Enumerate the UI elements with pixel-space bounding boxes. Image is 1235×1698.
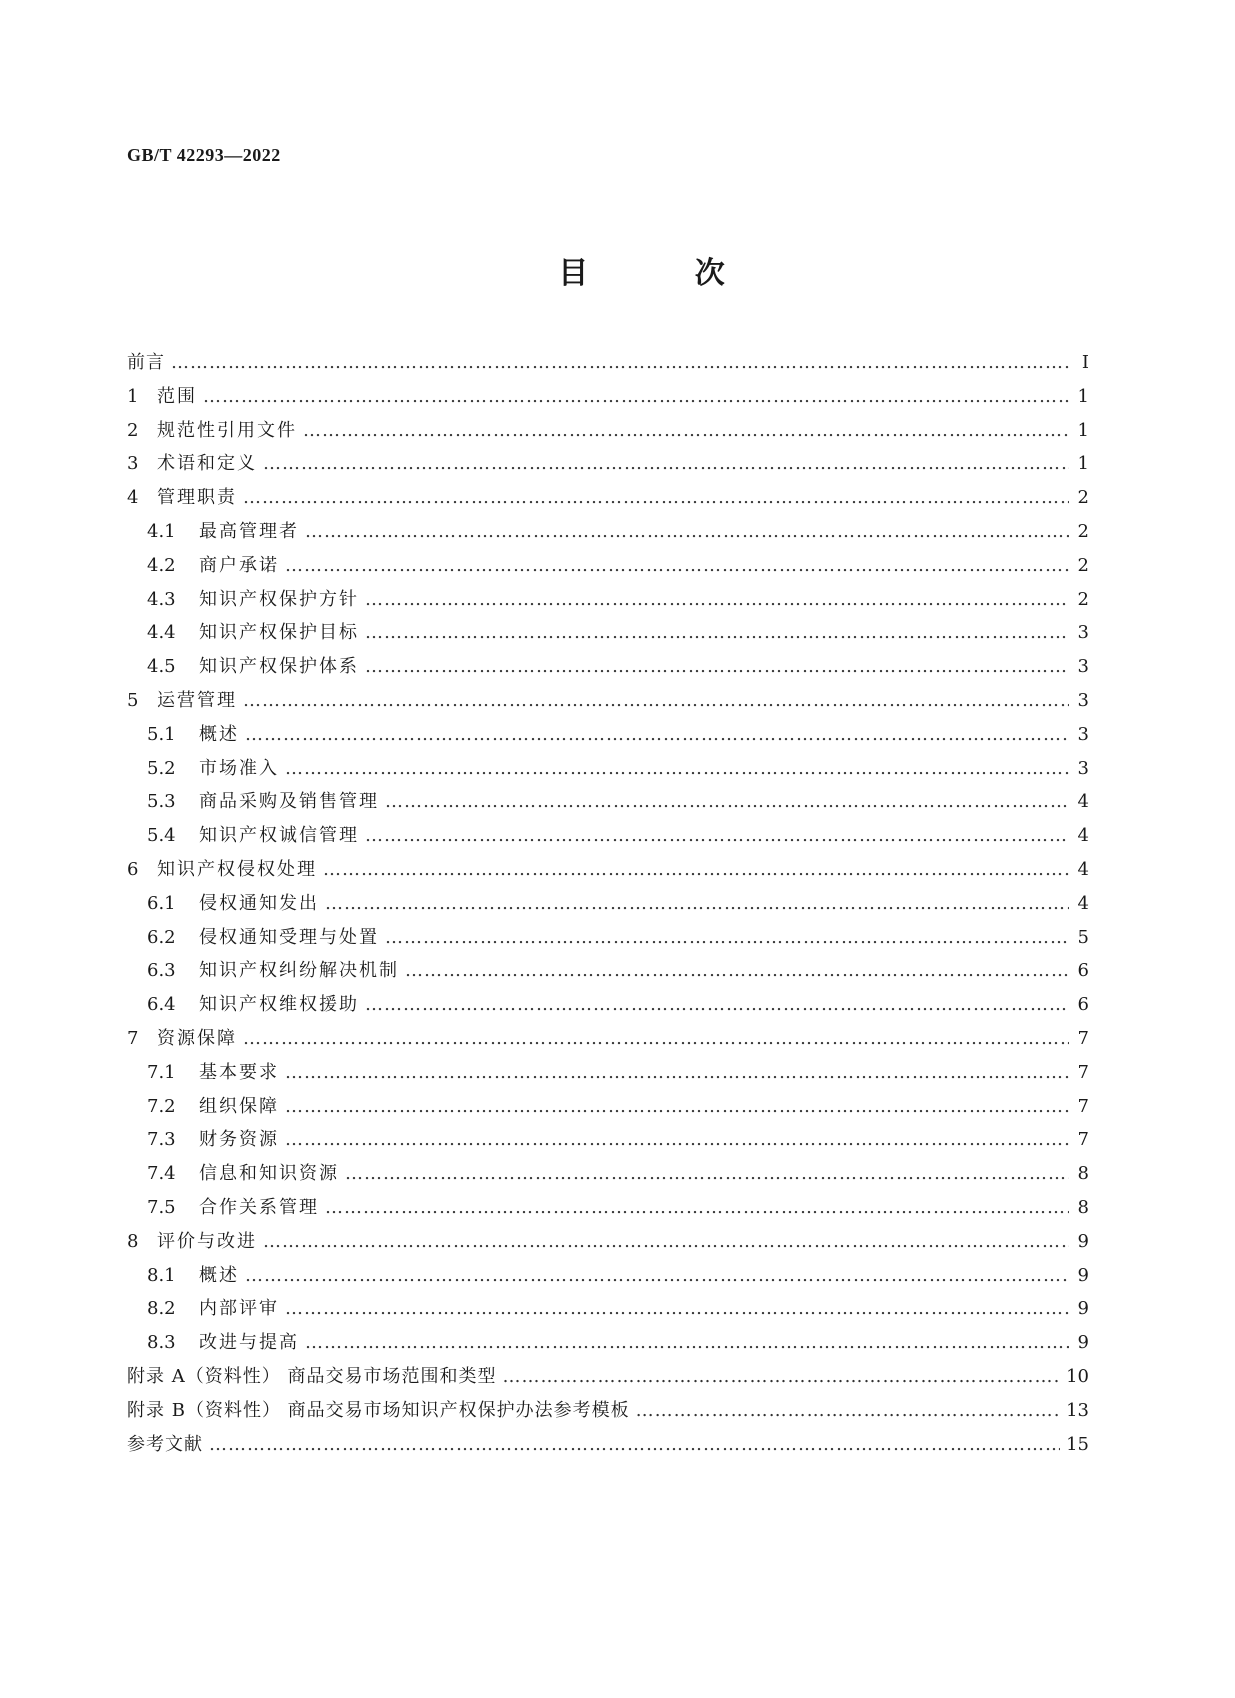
dot-leader [365, 589, 1069, 610]
toc-entry-page: 1 [1077, 385, 1089, 407]
toc-entry-number: 7.1 [147, 1061, 176, 1083]
toc-entry-page: 6 [1077, 960, 1089, 982]
table-of-contents [127, 348, 1089, 1463]
toc-entry-title [127, 720, 239, 746]
toc-entry-title [127, 1362, 496, 1388]
dot-leader [305, 1332, 1069, 1353]
toc-entry-label: 知识产权诚信管理 [199, 825, 359, 847]
toc-entry-number: 5.4 [147, 825, 176, 847]
toc-entry-title [127, 855, 317, 881]
toc-entry-number: 6.3 [147, 960, 176, 982]
toc-entry-page: 2 [1077, 588, 1089, 610]
toc-entry-page: 2 [1077, 487, 1089, 509]
dot-leader [285, 555, 1069, 576]
dot-leader [365, 656, 1069, 677]
toc-entry-label: 概述 [199, 723, 239, 745]
toc-entry[interactable] [127, 787, 1089, 821]
toc-entry-page: 1 [1077, 453, 1089, 475]
toc-entry-number: 7 [127, 1027, 139, 1049]
toc-entry-title [127, 923, 379, 949]
toc-entry-label: 基本要求 [199, 1061, 279, 1083]
toc-entry-page: 8 [1077, 1196, 1089, 1218]
dot-leader [285, 1096, 1069, 1117]
toc-entry-label: 知识产权保护目标 [199, 622, 359, 644]
toc-entry-label: 范围 [157, 385, 197, 407]
toc-entry[interactable] [127, 1261, 1089, 1295]
dot-leader [263, 453, 1069, 474]
toc-entry-title [127, 348, 165, 374]
toc-entry-title [127, 754, 279, 780]
toc-entry-label: 资源保障 [157, 1027, 237, 1049]
dot-leader [385, 927, 1069, 948]
toc-entry[interactable] [127, 652, 1089, 686]
toc-entry-label: 知识产权纠纷解决机制 [199, 960, 399, 982]
dot-leader [285, 1062, 1069, 1083]
dot-leader [209, 1434, 1060, 1455]
toc-entry-label: 市场准入 [199, 757, 279, 779]
toc-entry-label: 知识产权保护方针 [199, 588, 359, 610]
toc-entry-number: 2 [127, 419, 139, 441]
toc-entry[interactable] [127, 1396, 1089, 1430]
toc-entry[interactable] [127, 618, 1089, 652]
toc-entry[interactable] [127, 585, 1089, 619]
toc-entry-page: 2 [1077, 554, 1089, 576]
toc-entry-label: 改进与提高 [199, 1332, 299, 1354]
dot-leader [502, 1366, 1060, 1387]
toc-entry-label: 商品采购及销售管理 [199, 791, 379, 813]
toc-entry-number: 5.1 [147, 723, 176, 745]
toc-entry-page: 7 [1077, 1095, 1089, 1117]
toc-entry-title [127, 1430, 203, 1456]
toc-entry[interactable] [127, 1227, 1089, 1261]
dot-leader [636, 1400, 1060, 1421]
toc-entry[interactable] [127, 1328, 1089, 1362]
toc-entry-title [127, 1193, 319, 1219]
toc-entry[interactable] [127, 990, 1089, 1024]
toc-entry-title [127, 990, 359, 1016]
toc-entry-number: 6.2 [147, 926, 176, 948]
toc-entry-number: 5 [127, 689, 139, 711]
toc-entry[interactable] [127, 889, 1089, 923]
toc-entry-label: 侵权通知发出 [199, 892, 319, 914]
dot-leader [385, 791, 1069, 812]
dot-leader [325, 1197, 1069, 1218]
toc-entry[interactable] [127, 720, 1089, 754]
toc-entry[interactable] [127, 483, 1089, 517]
toc-entry-label: 知识产权保护体系 [199, 656, 359, 678]
toc-entry-page: 4 [1077, 892, 1089, 914]
toc-entry-label: 合作关系管理 [199, 1196, 319, 1218]
dot-leader [243, 1028, 1069, 1049]
toc-entry[interactable] [127, 517, 1089, 551]
toc-entry[interactable] [127, 754, 1089, 788]
toc-entry[interactable] [127, 348, 1089, 382]
toc-entry-number: 6.4 [147, 994, 176, 1016]
toc-entry-title [127, 483, 237, 509]
dot-leader [245, 1265, 1069, 1286]
toc-entry-title [127, 1159, 339, 1185]
toc-entry-title [127, 889, 319, 915]
toc-entry-page: 2 [1077, 520, 1089, 542]
toc-entry-number: 7.2 [147, 1095, 176, 1117]
toc-entry-page: 6 [1077, 994, 1089, 1016]
toc-entry-title [127, 1024, 237, 1050]
dot-leader [365, 622, 1069, 643]
toc-entry-page: 3 [1077, 622, 1089, 644]
toc-entry-page: Ⅰ [1081, 352, 1089, 373]
toc-entry-label: 财务资源 [199, 1129, 279, 1151]
toc-entry[interactable] [127, 821, 1089, 855]
dot-leader [245, 724, 1069, 745]
toc-entry-title [127, 551, 279, 577]
toc-entry[interactable] [127, 855, 1089, 889]
toc-entry-title [127, 686, 237, 712]
toc-entry-page: 9 [1077, 1264, 1089, 1286]
toc-entry-page: 4 [1077, 858, 1089, 880]
toc-entry-page: 5 [1077, 926, 1089, 948]
dot-leader [323, 859, 1069, 880]
toc-entry-page: 1 [1077, 419, 1089, 441]
dot-leader [285, 1129, 1069, 1150]
dot-leader [285, 758, 1069, 779]
toc-entry-page: 3 [1077, 656, 1089, 678]
toc-entry-title [127, 1294, 279, 1320]
toc-entry-page: 7 [1077, 1061, 1089, 1083]
toc-entry-label: 组织保障 [199, 1095, 279, 1117]
toc-entry-number: 3 [127, 453, 139, 475]
toc-entry-number: 8.2 [147, 1298, 176, 1320]
toc-entry-page: 9 [1077, 1230, 1089, 1252]
toc-entry-label: 附录 B（资料性） 商品交易市场知识产权保护办法参考模板 [127, 1399, 630, 1421]
toc-entry[interactable] [127, 449, 1089, 483]
toc-entry-page: 4 [1077, 825, 1089, 847]
toc-entry-page: 9 [1077, 1298, 1089, 1320]
toc-entry-label: 商户承诺 [199, 554, 279, 576]
toc-entry[interactable] [127, 1024, 1089, 1058]
toc-entry[interactable] [127, 923, 1089, 957]
toc-entry[interactable] [127, 1294, 1089, 1328]
toc-entry-title [127, 1125, 279, 1151]
toc-entry-page: 13 [1066, 1399, 1089, 1421]
dot-leader [243, 487, 1069, 508]
toc-entry-label: 管理职责 [157, 487, 237, 509]
dot-leader [285, 1298, 1069, 1319]
toc-entry-label: 内部评审 [199, 1298, 279, 1320]
toc-entry-number: 5.3 [147, 791, 176, 813]
toc-entry-page: 7 [1077, 1027, 1089, 1049]
toc-entry-title [127, 449, 257, 475]
dot-leader [365, 994, 1069, 1015]
toc-entry-label: 规范性引用文件 [157, 419, 297, 441]
toc-entry-page: 10 [1066, 1365, 1089, 1387]
dot-leader [263, 1231, 1069, 1252]
toc-entry[interactable] [127, 1125, 1089, 1159]
toc-entry-number: 4.1 [147, 520, 176, 542]
toc-entry-label: 信息和知识资源 [199, 1163, 339, 1185]
dot-leader [243, 690, 1069, 711]
toc-entry-title [127, 652, 359, 678]
toc-entry-label: 运营管理 [157, 689, 237, 711]
toc-entry[interactable] [127, 956, 1089, 990]
toc-entry-label: 侵权通知受理与处置 [199, 926, 379, 948]
toc-entry-title [127, 382, 197, 408]
toc-entry-number: 6.1 [147, 892, 176, 914]
toc-entry-page: 7 [1077, 1129, 1089, 1151]
toc-entry-number: 8.1 [147, 1264, 176, 1286]
toc-entry-number: 6 [127, 858, 139, 880]
toc-entry-title [127, 618, 359, 644]
toc-entry-title [127, 416, 297, 442]
toc-entry-label: 附录 A（资料性） 商品交易市场范围和类型 [127, 1365, 497, 1387]
page-title: 目 次 [558, 256, 773, 291]
toc-entry-page: 3 [1077, 689, 1089, 711]
toc-entry-number: 7.4 [147, 1163, 176, 1185]
toc-entry[interactable] [127, 416, 1089, 450]
toc-entry-label: 参考文献 [127, 1433, 203, 1455]
toc-entry-title [127, 1328, 299, 1354]
toc-entry-title [127, 517, 299, 543]
toc-entry-number: 8.3 [147, 1332, 176, 1354]
toc-entry-label: 最高管理者 [199, 520, 299, 542]
toc-entry-number: 5.2 [147, 757, 176, 779]
standard-code: GB/T 42293—2022 [127, 145, 281, 165]
toc-entry-title [127, 1227, 257, 1253]
toc-entry-number: 1 [127, 385, 139, 407]
toc-entry[interactable] [127, 382, 1089, 416]
toc-entry-number: 4.5 [147, 656, 176, 678]
dot-leader [405, 960, 1069, 981]
toc-entry-page: 15 [1066, 1433, 1089, 1455]
toc-entry-title [127, 1261, 239, 1287]
toc-entry-page: 3 [1077, 757, 1089, 779]
toc-entry-label: 知识产权侵权处理 [157, 858, 317, 880]
toc-entry-page: 3 [1077, 723, 1089, 745]
toc-entry-label: 概述 [199, 1264, 239, 1286]
toc-entry-number: 4.2 [147, 554, 176, 576]
toc-entry-title [127, 1058, 279, 1084]
toc-entry-title [127, 787, 379, 813]
dot-leader [365, 825, 1069, 846]
toc-entry[interactable] [127, 551, 1089, 585]
toc-entry-page: 4 [1077, 791, 1089, 813]
dot-leader [325, 893, 1069, 914]
dot-leader [305, 521, 1069, 542]
toc-entry-page: 9 [1077, 1332, 1089, 1354]
toc-entry-title [127, 585, 359, 611]
toc-entry-title [127, 956, 399, 982]
toc-entry-title [127, 1092, 279, 1118]
toc-entry-label: 术语和定义 [157, 453, 257, 475]
toc-entry-number: 8 [127, 1230, 139, 1252]
toc-entry-title [127, 1396, 630, 1422]
toc-entry-title [127, 821, 359, 847]
toc-entry[interactable] [127, 1092, 1089, 1126]
dot-leader [203, 386, 1069, 407]
toc-entry-label: 知识产权维权援助 [199, 994, 359, 1016]
toc-entry-number: 7.3 [147, 1129, 176, 1151]
dot-leader [303, 420, 1069, 441]
toc-entry-label: 前言 [127, 352, 165, 373]
toc-entry-number: 7.5 [147, 1196, 176, 1218]
toc-entry-page: 8 [1077, 1163, 1089, 1185]
dot-leader [171, 352, 1069, 373]
toc-entry[interactable] [127, 1159, 1089, 1193]
toc-entry-number: 4 [127, 487, 139, 509]
toc-entry[interactable] [127, 1430, 1089, 1464]
dot-leader [345, 1163, 1069, 1184]
toc-entry[interactable] [127, 686, 1089, 720]
toc-entry-number: 4.3 [147, 588, 176, 610]
toc-entry[interactable] [127, 1058, 1089, 1092]
toc-entry[interactable] [127, 1362, 1089, 1396]
toc-entry-label: 评价与改进 [157, 1230, 257, 1252]
toc-entry[interactable] [127, 1193, 1089, 1227]
toc-entry-number: 4.4 [147, 622, 176, 644]
